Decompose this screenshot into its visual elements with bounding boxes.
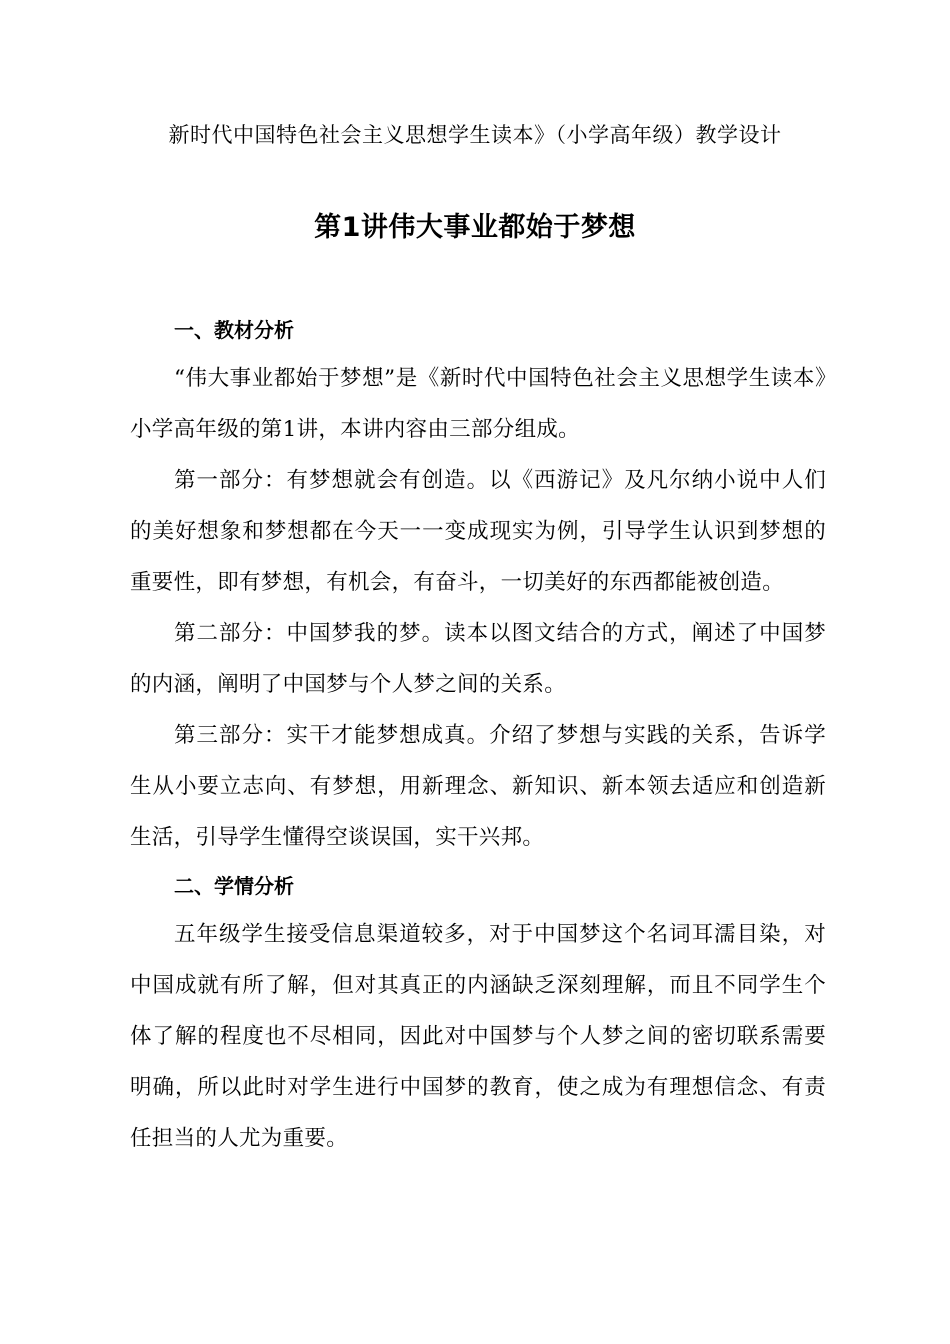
lecture-title: 第1讲伟大事业都始于梦想 (314, 212, 636, 243)
section-heading-student-analysis: 二、学情分析 (174, 874, 294, 898)
paragraph-part-three: 第三部分：实干才能梦想成真。介绍了梦想与实践的关系，告诉学生从小要立志向、有梦想，用新理念、新知识、新本领去适应和创造新生活，引导学生懂得空谈误国，实干兴邦。 (130, 723, 826, 850)
section-heading-textbook-analysis: 一、教材分析 (174, 318, 294, 342)
document-header: 新时代中国特色社会主义思想学生读本》（小学高年级）教学设计 (168, 123, 782, 147)
document-body (130, 313, 826, 1164)
paragraph-part-two: 第二部分：中国梦我的梦。读本以图文结合的方式，阐述了中国梦的内涵，阐明了中国梦与个人梦之间的关系。 (130, 621, 826, 697)
paragraph-student-analysis: 五年级学生接受信息渠道较多，对于中国梦这个名词耳濡目染，对中国成就有所了解，但对其真正的内涵缺乏深刻理解，而且不同学生个体了解的程度也不尽相同，因此对中国梦与个人梦之间的密切联系需要明确，所以此时对学生进行中国梦的教育，使之成为有理想信念、有责任担当的人尤为重要。 (130, 922, 826, 1151)
paragraph-part-one: 第一部分：有梦想就会有创造。以《西游记》及凡尔纳小说中人们的美好想象和梦想都在今天一一变成现实为例，引导学生认识到梦想的重要性，即有梦想，有机会，有奋斗，一切美好的东西都能被创造。 (130, 468, 826, 595)
paragraph-intro: “伟大事业都始于梦想”是《新时代中国特色社会主义思想学生读本》小学高年级的第1讲，本讲内容由三部分组成。 (130, 366, 826, 442)
